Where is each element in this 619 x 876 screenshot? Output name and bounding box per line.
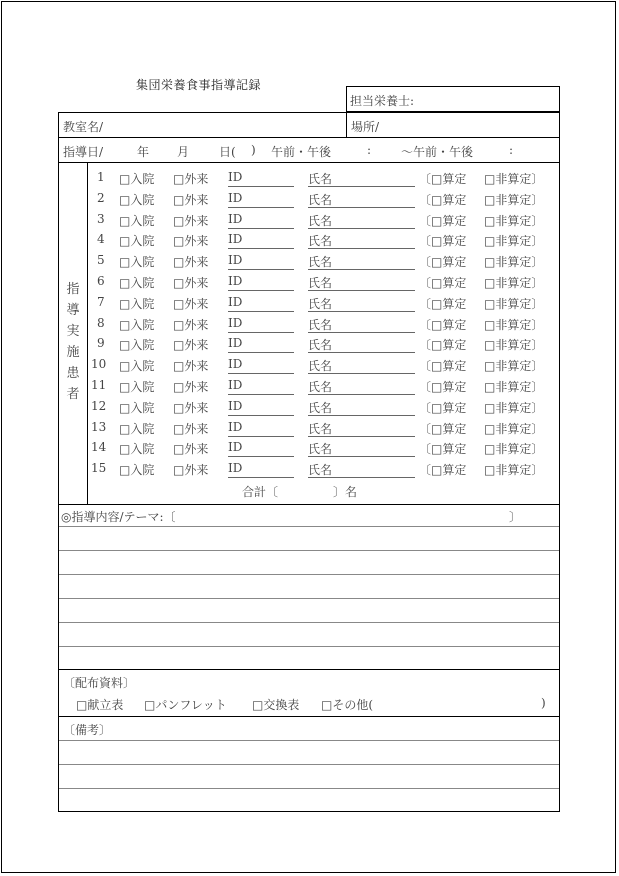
id-field-line[interactable] <box>228 311 294 312</box>
non-billable-checkbox[interactable]: □非算定〕 <box>484 172 544 186</box>
row-number: 8 <box>97 315 105 330</box>
id-field-line[interactable] <box>228 248 294 249</box>
id-field-line[interactable] <box>228 456 294 457</box>
name-label: 氏名 <box>308 276 333 290</box>
id-field-line[interactable] <box>228 352 294 353</box>
patient-row <box>59 461 559 481</box>
billable-checkbox[interactable]: 〔□算定 <box>419 442 467 457</box>
id-field-line[interactable] <box>228 436 294 437</box>
name-field-line[interactable] <box>308 311 415 312</box>
vertical-label-char: 者 <box>66 387 80 402</box>
billable-checkbox[interactable]: 〔□算定 <box>419 276 467 290</box>
vertical-label-char: 指 <box>66 282 80 297</box>
name-label: 氏名 <box>308 213 333 228</box>
content-theme-label: ◎指導内容/テーマ:〔 <box>61 510 176 524</box>
name-label: 氏名 <box>308 192 333 207</box>
name-label: 氏名 <box>308 359 333 374</box>
month-label: 月 <box>177 145 190 159</box>
outpatient-checkbox[interactable]: □外来 <box>173 400 209 415</box>
non-billable-checkbox[interactable]: □非算定〕 <box>484 255 544 270</box>
patient-row <box>59 357 559 377</box>
name-label: 氏名 <box>308 463 333 478</box>
non-billable-checkbox[interactable]: □非算定〕 <box>484 380 544 394</box>
writing-line <box>59 788 559 789</box>
outpatient-checkbox[interactable]: □外来 <box>173 213 209 228</box>
name-label: 氏名 <box>308 172 333 186</box>
inpatient-checkbox[interactable]: □入院 <box>119 442 155 457</box>
material-pamphlet-checkbox[interactable]: □パンフレット <box>144 698 227 712</box>
outpatient-checkbox[interactable]: □外来 <box>173 421 209 436</box>
inpatient-checkbox[interactable]: □入院 <box>119 255 155 270</box>
name-field-line[interactable] <box>308 269 415 270</box>
guidance-date-label: 指導日/ <box>63 145 104 159</box>
id-field-line[interactable] <box>228 394 294 395</box>
inpatient-checkbox[interactable]: □入院 <box>119 421 155 436</box>
writing-line <box>59 550 559 551</box>
name-label: 氏名 <box>308 380 333 394</box>
billable-checkbox[interactable]: 〔□算定 <box>419 359 467 374</box>
row-number: 11 <box>91 378 107 392</box>
classroom-label: 教室名/ <box>63 120 104 134</box>
id-label: ID <box>228 440 243 455</box>
non-billable-checkbox[interactable]: □非算定〕 <box>484 400 544 415</box>
patient-row <box>59 378 559 398</box>
name-label: 氏名 <box>308 317 333 332</box>
outpatient-checkbox[interactable]: □外来 <box>173 463 209 478</box>
row-number: 13 <box>91 419 107 434</box>
inpatient-checkbox[interactable]: □入院 <box>119 276 155 290</box>
non-billable-checkbox[interactable]: □非算定〕 <box>484 276 544 290</box>
billable-checkbox[interactable]: 〔□算定 <box>419 421 467 436</box>
total-suffix: 〕名 <box>333 485 358 499</box>
patient-row <box>59 399 559 419</box>
id-field-line[interactable] <box>228 207 294 208</box>
id-label: ID <box>228 274 243 288</box>
name-field-line[interactable] <box>308 186 415 187</box>
dietitian-box <box>346 86 560 112</box>
name-field-line[interactable] <box>308 394 415 395</box>
id-label: ID <box>228 170 243 184</box>
notes-label: 〔備考〕 <box>63 723 112 737</box>
day-label: 日( <box>219 145 236 159</box>
id-label: ID <box>228 378 243 392</box>
patient-row <box>59 336 559 356</box>
year-label: 年 <box>137 145 150 159</box>
non-billable-checkbox[interactable]: □非算定〕 <box>484 213 544 228</box>
billable-checkbox[interactable]: 〔□算定 <box>419 213 467 228</box>
colon-end: : <box>509 143 514 157</box>
materials-section <box>58 669 560 717</box>
id-field-line[interactable] <box>228 186 294 187</box>
patient-row <box>59 295 559 315</box>
outpatient-checkbox[interactable]: □外来 <box>173 317 209 332</box>
patient-row <box>59 212 559 232</box>
id-field-line[interactable] <box>228 228 294 229</box>
id-label: ID <box>228 211 243 226</box>
guidance-date-row <box>58 137 560 163</box>
colon-start: : <box>367 143 372 157</box>
row-number: 3 <box>97 211 105 226</box>
inpatient-checkbox[interactable]: □入院 <box>119 317 155 332</box>
materials-label: 〔配布資料〕 <box>63 676 136 690</box>
inpatient-checkbox[interactable]: □入院 <box>119 213 155 228</box>
writing-line <box>59 622 559 623</box>
patient-row <box>59 274 559 294</box>
id-label: ID <box>228 294 243 309</box>
patient-row <box>59 253 559 273</box>
name-field-line[interactable] <box>308 456 415 457</box>
materials-close: ) <box>541 696 546 710</box>
outpatient-checkbox[interactable]: □外来 <box>173 276 209 290</box>
name-label: 氏名 <box>308 442 333 457</box>
am-pm-end: 〜午前・午後 <box>401 145 474 159</box>
billable-checkbox[interactable]: 〔□算定 <box>419 338 467 353</box>
row-number: 2 <box>97 190 105 205</box>
non-billable-checkbox[interactable]: □非算定〕 <box>484 463 544 478</box>
dietitian-label: 担当栄養士: <box>350 94 415 108</box>
billable-checkbox[interactable]: 〔□算定 <box>419 172 467 186</box>
inpatient-checkbox[interactable]: □入院 <box>119 380 155 394</box>
row-number: 1 <box>97 170 105 184</box>
row-number: 10 <box>91 357 107 372</box>
name-field-line[interactable] <box>308 477 415 478</box>
name-label: 氏名 <box>308 234 333 249</box>
id-field-line[interactable] <box>228 269 294 270</box>
billable-checkbox[interactable]: 〔□算定 <box>419 296 467 311</box>
name-label: 氏名 <box>308 296 333 311</box>
patient-row <box>59 170 559 190</box>
day-close: ) <box>251 143 256 157</box>
name-label: 氏名 <box>308 255 333 270</box>
outpatient-checkbox[interactable]: □外来 <box>173 442 209 457</box>
id-label: ID <box>228 336 243 351</box>
name-field-line[interactable] <box>308 228 415 229</box>
patient-row <box>59 440 559 460</box>
material-menu-checkbox[interactable]: □献立表 <box>76 698 124 712</box>
id-label: ID <box>228 357 243 372</box>
inpatient-checkbox[interactable]: □入院 <box>119 234 155 249</box>
name-field-line[interactable] <box>308 332 415 333</box>
vertical-label-char: 患 <box>66 366 80 381</box>
row-number: 9 <box>97 336 105 351</box>
non-billable-checkbox[interactable]: □非算定〕 <box>484 192 544 207</box>
outpatient-checkbox[interactable]: □外来 <box>173 380 209 394</box>
outpatient-checkbox[interactable]: □外来 <box>173 255 209 270</box>
vertical-label-char: 施 <box>66 345 80 360</box>
writing-line <box>59 646 559 647</box>
inpatient-checkbox[interactable]: □入院 <box>119 296 155 311</box>
billable-checkbox[interactable]: 〔□算定 <box>419 400 467 415</box>
billable-checkbox[interactable]: 〔□算定 <box>419 463 467 478</box>
non-billable-checkbox[interactable]: □非算定〕 <box>484 359 544 374</box>
row-number: 4 <box>97 232 105 247</box>
writing-line <box>59 740 559 741</box>
name-field-line[interactable] <box>308 352 415 353</box>
outpatient-checkbox[interactable]: □外来 <box>173 192 209 207</box>
material-exchange-table-checkbox[interactable]: □交換表 <box>252 698 300 712</box>
outpatient-checkbox[interactable]: □外来 <box>173 172 209 186</box>
non-billable-checkbox[interactable]: □非算定〕 <box>484 421 544 436</box>
outpatient-checkbox[interactable]: □外来 <box>173 359 209 374</box>
page-title: 集団栄養食事指導記録 <box>136 78 262 92</box>
row-number: 5 <box>97 253 105 268</box>
id-label: ID <box>228 461 243 476</box>
row-number: 14 <box>91 440 107 455</box>
vertical-label-char: 導 <box>66 303 80 318</box>
patient-row <box>59 191 559 211</box>
writing-line <box>59 764 559 765</box>
inpatient-checkbox[interactable]: □入院 <box>119 400 155 415</box>
non-billable-checkbox[interactable]: □非算定〕 <box>484 317 544 332</box>
name-label: 氏名 <box>308 338 333 353</box>
content-theme-close: 〕 <box>509 510 522 524</box>
vertical-label-char: 実 <box>66 324 80 339</box>
content-section <box>58 504 560 670</box>
outpatient-checkbox[interactable]: □外来 <box>173 234 209 249</box>
name-label: 氏名 <box>308 400 333 415</box>
id-label: ID <box>228 419 243 434</box>
inpatient-checkbox[interactable]: □入院 <box>119 359 155 374</box>
id-field-line[interactable] <box>228 332 294 333</box>
writing-line <box>59 526 559 527</box>
id-label: ID <box>228 398 243 413</box>
patient-row <box>59 232 559 252</box>
name-field-line[interactable] <box>308 373 415 374</box>
patient-row <box>59 420 559 440</box>
outpatient-checkbox[interactable]: □外来 <box>173 296 209 311</box>
id-field-line[interactable] <box>228 290 294 291</box>
name-field-line[interactable] <box>308 415 415 416</box>
writing-line <box>59 598 559 599</box>
row-number: 15 <box>91 461 107 476</box>
billable-checkbox[interactable]: 〔□算定 <box>419 192 467 207</box>
patients-section <box>58 162 560 505</box>
billable-checkbox[interactable]: 〔□算定 <box>419 380 467 394</box>
notes-section <box>58 716 560 812</box>
name-field-line[interactable] <box>308 436 415 437</box>
classroom-place-row <box>58 112 560 138</box>
non-billable-checkbox[interactable]: □非算定〕 <box>484 442 544 457</box>
non-billable-checkbox[interactable]: □非算定〕 <box>484 338 544 353</box>
billable-checkbox[interactable]: 〔□算定 <box>419 317 467 332</box>
id-field-line[interactable] <box>228 415 294 416</box>
non-billable-checkbox[interactable]: □非算定〕 <box>484 296 544 311</box>
row-number: 6 <box>97 274 105 288</box>
name-field-line[interactable] <box>308 290 415 291</box>
am-pm-start: 午前・午後 <box>271 145 332 159</box>
inpatient-checkbox[interactable]: □入院 <box>119 192 155 207</box>
name-field-line[interactable] <box>308 207 415 208</box>
id-field-line[interactable] <box>228 477 294 478</box>
id-label: ID <box>228 253 243 268</box>
name-field-line[interactable] <box>308 248 415 249</box>
id-label: ID <box>228 232 243 247</box>
outpatient-checkbox[interactable]: □外来 <box>173 338 209 353</box>
billable-checkbox[interactable]: 〔□算定 <box>419 255 467 270</box>
inpatient-checkbox[interactable]: □入院 <box>119 338 155 353</box>
row-number: 7 <box>97 294 105 309</box>
billable-checkbox[interactable]: 〔□算定 <box>419 234 467 249</box>
inpatient-checkbox[interactable]: □入院 <box>119 172 155 186</box>
inpatient-checkbox[interactable]: □入院 <box>119 463 155 478</box>
non-billable-checkbox[interactable]: □非算定〕 <box>484 234 544 249</box>
material-other-checkbox[interactable]: □その他( <box>321 698 374 712</box>
id-label: ID <box>228 315 243 330</box>
writing-line <box>59 574 559 575</box>
patient-row <box>59 316 559 336</box>
name-label: 氏名 <box>308 421 333 436</box>
row-number: 12 <box>91 398 107 413</box>
place-label: 場所/ <box>351 120 380 134</box>
total-prefix: 合計〔 <box>242 485 279 499</box>
id-label: ID <box>228 190 243 205</box>
id-field-line[interactable] <box>228 373 294 374</box>
